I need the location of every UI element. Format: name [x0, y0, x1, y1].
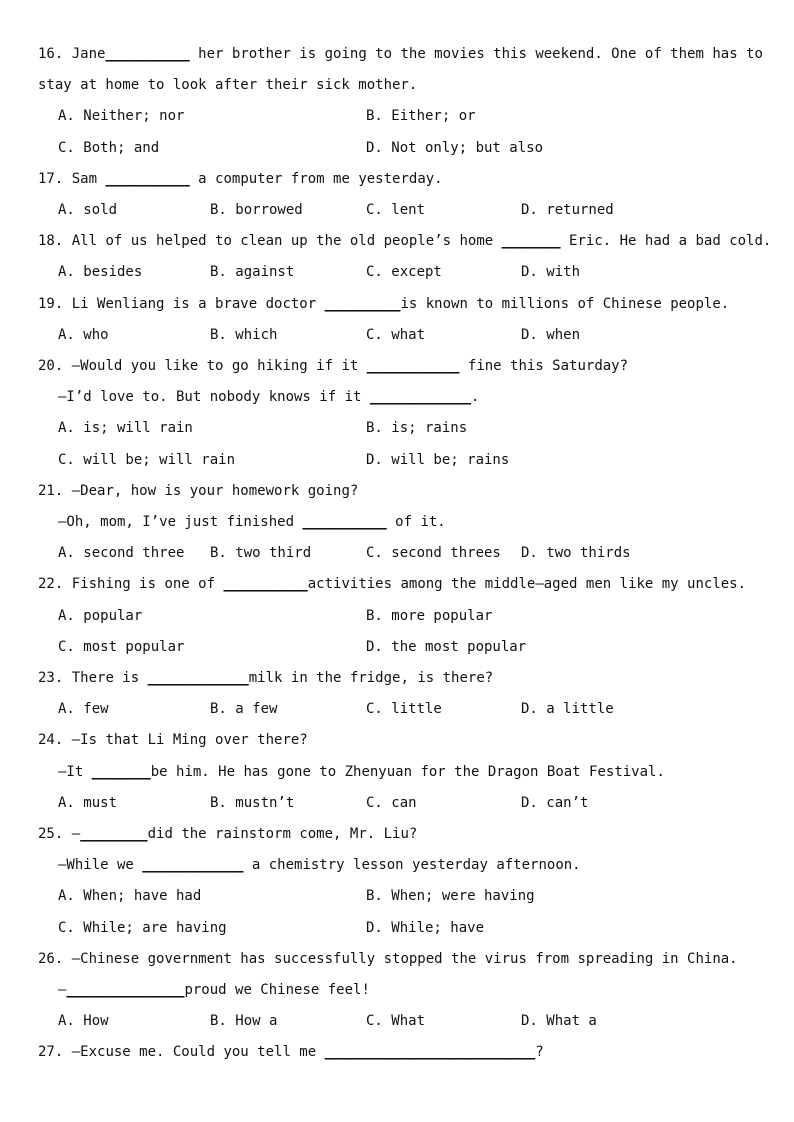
question-text: All of us helped to clean up the old people’s home: [71, 233, 502, 250]
option-b: B. more popular: [366, 607, 493, 624]
question-text: —Would you like to go hiking if it: [71, 358, 367, 374]
question-text: —It: [58, 763, 92, 780]
question-line: [38, 77, 417, 93]
option-c: C. most popular: [58, 638, 185, 655]
option-a: A. Neither; nor: [58, 108, 185, 125]
question-line: [58, 514, 446, 530]
answer-blank: _________: [324, 295, 401, 312]
answer-blank: _________________________: [324, 1044, 536, 1061]
option-b: B. mustn’t: [210, 794, 295, 811]
option-b: B. two third: [210, 545, 312, 562]
option-a: A. popular: [58, 607, 143, 624]
option-a: A. is; will rain: [58, 420, 193, 437]
answer-blank: _______: [91, 763, 151, 780]
option-a: A. sold: [58, 202, 118, 218]
question-text: Fishing is one of: [71, 576, 224, 593]
question-number: 21.: [38, 482, 64, 499]
option-c: C. will be; will rain: [58, 451, 236, 468]
question-text: —: [71, 826, 81, 842]
option-c: C. second threes: [366, 545, 501, 562]
question-line: [38, 358, 628, 374]
question-line: [58, 982, 370, 998]
answer-blank: __________: [302, 514, 387, 530]
question-text: Sam: [71, 170, 106, 187]
option-d: D. returned: [521, 202, 614, 218]
answer-blank: ____________: [369, 389, 472, 406]
option-c: C. except: [366, 264, 442, 281]
question-number: 18.: [38, 233, 64, 250]
question-line: [58, 389, 479, 405]
question-text: —While we: [58, 857, 143, 874]
question-number: 27.: [38, 1044, 64, 1061]
question-text: fine this Saturday?: [459, 358, 629, 374]
question-line: [38, 951, 738, 967]
option-d: D. two thirds: [521, 545, 631, 562]
option-d: D. the most popular: [366, 638, 527, 655]
question-text: ?: [535, 1044, 544, 1061]
question-number: 23.: [38, 670, 64, 686]
option-a: A. must: [58, 794, 118, 811]
question-line: [38, 670, 493, 686]
option-c: C. can: [366, 794, 417, 811]
question-number: 16.: [38, 46, 64, 62]
option-b: B. against: [210, 264, 295, 281]
option-d: D. when: [521, 326, 581, 343]
option-d: D. Not only; but also: [366, 139, 544, 156]
question-text: —Oh, mom, I’ve just finished: [58, 514, 303, 530]
option-a: A. second three: [58, 545, 185, 562]
question-text: stay at home to look after their sick mother.: [38, 77, 418, 94]
question-text: a computer from me yesterday.: [189, 170, 443, 187]
answer-blank: __________: [105, 46, 190, 62]
option-a: A. When; have had: [58, 888, 202, 905]
option-b: B. is; rains: [366, 420, 468, 437]
answer-blank: ______________: [66, 982, 185, 998]
question-text: —Excuse me. Could you tell me: [71, 1044, 325, 1061]
question-line: [38, 46, 763, 62]
question-number: 26.: [38, 950, 64, 967]
question-text: Li Wenliang is a brave doctor: [71, 295, 325, 312]
option-c: C. what: [366, 326, 426, 343]
option-a: A. besides: [58, 264, 143, 281]
option-b: B. borrowed: [210, 202, 303, 218]
question-text: Eric. He had a bad cold.: [560, 233, 772, 250]
answer-blank: ___________: [366, 358, 460, 374]
answer-blank: ________: [80, 826, 148, 842]
option-a: A. few: [58, 701, 109, 718]
option-b: B. How a: [210, 1013, 278, 1030]
question-line: [38, 826, 417, 842]
option-c: C. While; are having: [58, 919, 227, 936]
question-text: —Dear, how is your homework going?: [71, 482, 359, 499]
answer-blank: ____________: [142, 857, 244, 874]
question-text: activities among the middle—aged men like my uncles.: [307, 576, 747, 593]
question-line: [58, 764, 665, 780]
question-line: [38, 233, 771, 249]
question-line: [38, 171, 443, 187]
option-c: C. What: [366, 1013, 426, 1030]
answer-blank: ____________: [147, 670, 249, 686]
answer-blank: __________: [223, 576, 308, 593]
question-line: [38, 576, 746, 592]
option-d: D. will be; rains: [366, 451, 510, 468]
question-number: 20.: [38, 358, 64, 374]
question-line: [38, 732, 308, 748]
option-d: D. with: [521, 264, 581, 281]
question-number: 25.: [38, 826, 64, 842]
option-a: A. How: [58, 1013, 109, 1030]
question-text: her brother is going to the movies this weekend. One of them has to: [189, 46, 763, 62]
option-a: A. who: [58, 326, 109, 343]
option-b: B. which: [210, 326, 278, 343]
question-text: of it.: [386, 514, 446, 530]
question-text: a chemistry lesson yesterday afternoon.: [243, 857, 581, 874]
answer-blank: __________: [105, 170, 190, 187]
question-line: [58, 857, 581, 873]
question-text: be him. He has gone to Zhenyuan for the Dragon Boat Festival.: [150, 763, 665, 780]
question-text: —I’d love to. But nobody knows if it: [58, 389, 370, 406]
option-b: B. When; were having: [366, 888, 535, 905]
option-b: B. Either; or: [366, 108, 476, 125]
question-text: milk in the fridge, is there?: [248, 670, 494, 686]
question-line: [38, 296, 729, 312]
question-text: Jane: [71, 46, 106, 62]
option-d: D. What a: [521, 1013, 597, 1030]
question-text: —Chinese government has successfully stopped the virus from spreading in China.: [71, 950, 738, 967]
option-d: D. While; have: [366, 919, 485, 936]
question-line: [38, 1044, 544, 1060]
option-c: C. little: [366, 701, 442, 718]
answer-blank: _______: [501, 233, 561, 250]
question-text: There is: [71, 670, 148, 686]
question-text: —Is that Li Ming over there?: [71, 732, 308, 749]
question-text: is known to millions of Chinese people.: [400, 295, 730, 312]
question-text: did the rainstorm come, Mr. Liu?: [147, 826, 418, 842]
option-c: C. Both; and: [58, 139, 160, 156]
question-line: [38, 483, 358, 499]
question-text: .: [471, 389, 480, 406]
question-number: 19.: [38, 295, 64, 312]
question-text: proud we Chinese feel!: [184, 982, 370, 998]
question-number: 24.: [38, 732, 64, 749]
option-d: D. can’t: [521, 794, 589, 811]
option-d: D. a little: [521, 701, 614, 718]
question-number: 17.: [38, 170, 64, 187]
question-number: 22.: [38, 576, 64, 593]
option-b: B. a few: [210, 701, 278, 718]
question-text: —: [58, 982, 67, 998]
option-c: C. lent: [366, 202, 426, 218]
